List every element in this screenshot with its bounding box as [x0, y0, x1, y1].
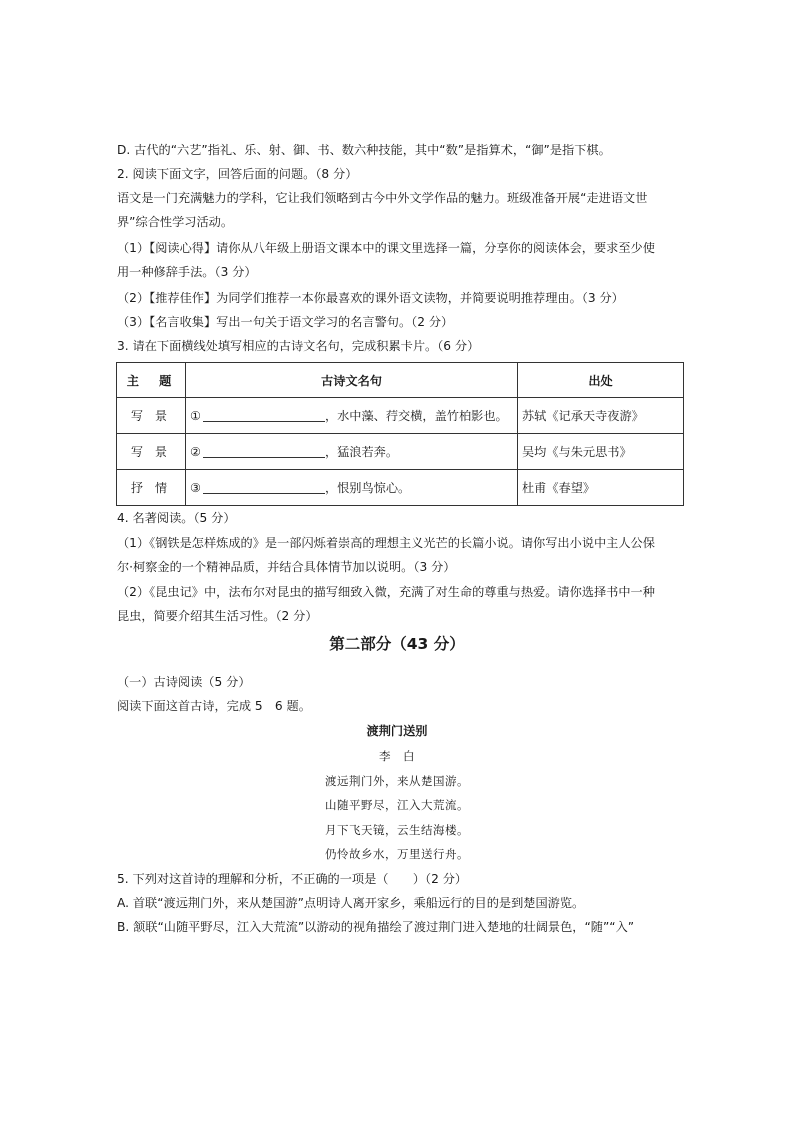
poem-line: 月下飞天镜，云生结海楼。	[325, 823, 469, 837]
header-quote: 古诗文名句	[186, 363, 518, 398]
row-source: 杜甫《春望》	[518, 470, 684, 506]
section-1-intro: 阅读下面这首古诗，完成 5 6 题。	[117, 699, 311, 713]
question-4-sub-2-cont: 昆虫，简要介绍其生活习性。（2 分）	[117, 609, 318, 623]
question-2-sub-3: （3）【名言收集】写出一句关于语文学习的名言警句。（2 分）	[117, 315, 454, 329]
answer-blank[interactable]	[203, 409, 325, 422]
row-source: 吴均《与朱元思书》	[518, 434, 684, 470]
poem-author: 李 白	[379, 749, 415, 763]
poem-line: 山随平野尽，江入大荒流。	[325, 798, 469, 812]
part-2-title: 第二部分（43 分）	[329, 635, 465, 653]
table-row	[117, 434, 684, 470]
question-2-sub-2: （2）【推荐佳作】为同学们推荐一本你最喜欢的课外语文读物，并简要说明推荐理由。（3 分）	[117, 291, 624, 305]
row-quote	[186, 434, 518, 470]
answer-blank[interactable]	[203, 445, 325, 458]
question-5-option-b: B. 颔联“山随平野尽，江入大荒流”以游动的视角描绘了渡过荆门进入楚地的壮阔景色，“随”“入”	[117, 920, 635, 934]
row-quote	[186, 470, 518, 506]
question-4-sub-1: （1）《钢铁是怎样炼成的》是一部闪烁着崇高的理想主义光芒的长篇小说。请你写出小说中主人公保	[117, 536, 655, 550]
quote-text: ，恨别鸟惊心。	[324, 481, 411, 495]
question-2-sub-1-cont: 用一种修辞手法。（3 分）	[117, 265, 257, 279]
row-source: 苏轼《记承天寺夜游》	[518, 398, 684, 434]
question-2-sub-1: （1）【阅读心得】请你从八年级上册语文课本中的课文里选择一篇，分享你的阅读体会，要求至少使	[117, 241, 655, 255]
question-5-stem: 5. 下列对这首诗的理解和分析，不正确的一项是（ ）（2 分）	[117, 872, 468, 886]
blank-marker: ①	[190, 409, 201, 423]
question-2-passage-cont: 界”综合性学习活动。	[117, 215, 234, 229]
poem-line: 仍怜故乡水，万里送行舟。	[325, 847, 469, 861]
section-1-heading: （一）古诗阅读（5 分）	[117, 675, 251, 689]
question-4-sub-1-cont: 尔·柯察金的一个精神品质，并结合具体情节加以说明。（3 分）	[117, 560, 456, 574]
question-3-stem: 3. 请在下面横线处填写相应的古诗文名句，完成积累卡片。（6 分）	[117, 339, 480, 353]
poem-line: 渡远荆门外，来从楚国游。	[325, 774, 469, 788]
quote-text: ，猛浪若奔。	[324, 445, 399, 459]
option-d: D. 古代的“六艺”指礼、乐、射、御、书、数六种技能，其中“数”是指算术，“御”是指下棋。	[117, 143, 611, 157]
blank-marker: ②	[190, 445, 201, 459]
question-4-sub-2: （2）《昆虫记》中，法布尔对昆虫的描写细致入微，充满了对生命的尊重与热爱。请你选择书中一种	[117, 585, 655, 599]
header-theme: 主 题	[117, 363, 186, 398]
table-row	[117, 470, 684, 506]
quote-text: ，水中藻、荇交横，盖竹柏影也。	[324, 409, 508, 423]
row-theme: 写 景	[117, 434, 186, 470]
row-theme: 写 景	[117, 398, 186, 434]
header-source: 出处	[518, 363, 684, 398]
table-header-row	[117, 363, 684, 398]
row-theme: 抒 情	[117, 470, 186, 506]
question-5-option-a: A. 首联“渡远荆门外，来从楚国游”点明诗人离开家乡，乘船远行的目的是到楚国游览。	[117, 896, 585, 910]
question-2-stem: 2. 阅读下面文字，回答后面的问题。（8 分）	[117, 167, 358, 181]
table-row	[117, 398, 684, 434]
poem-title: 渡荆门送别	[366, 724, 428, 738]
row-quote	[186, 398, 518, 434]
accumulation-card-table	[116, 362, 684, 506]
answer-blank[interactable]	[203, 481, 325, 494]
question-4-stem: 4. 名著阅读。（5 分）	[117, 511, 236, 525]
blank-marker: ③	[190, 481, 201, 495]
question-2-passage: 语文是一门充满魅力的学科，它让我们领略到古今中外文学作品的魅力。班级准备开展“走进语文世	[117, 191, 648, 205]
